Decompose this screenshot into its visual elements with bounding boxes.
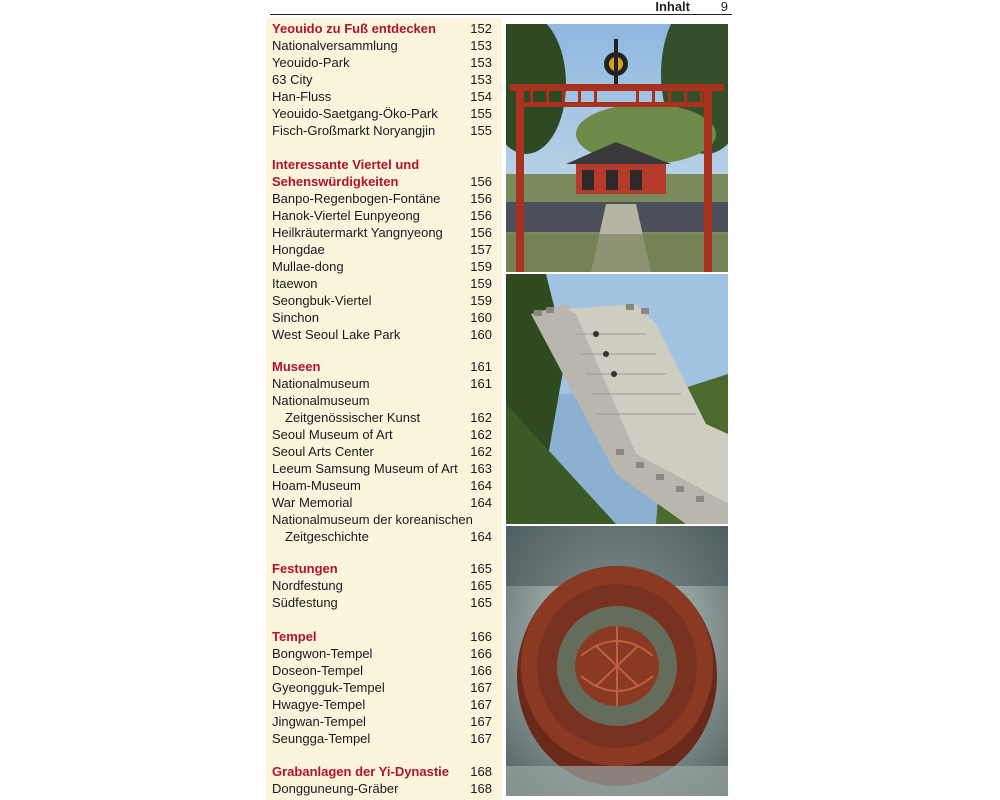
toc-section-heading-label: Sehenswürdigkeiten xyxy=(272,174,399,189)
toc-entry xyxy=(272,409,498,426)
toc-section-heading-page: 168 xyxy=(470,764,492,779)
toc-entry-label: Nationalmuseum xyxy=(272,393,370,408)
toc-entry-label: Seongbuk-Viertel xyxy=(272,293,372,308)
toc-entry-label: Yeouido-Saetgang-Öko-Park xyxy=(272,106,438,121)
toc-entry-page: 167 xyxy=(470,680,492,695)
toc-entry xyxy=(272,54,498,71)
toc-entry-label: War Memorial xyxy=(272,495,353,510)
toc-entry xyxy=(272,730,498,747)
toc-entry-page: 153 xyxy=(470,72,492,87)
toc-section xyxy=(272,628,498,747)
toc-section-heading-label: Tempel xyxy=(272,629,317,644)
toc-entry-label: Hongdae xyxy=(272,242,325,257)
royal-tomb-shrine-gate-photo xyxy=(506,24,728,272)
toc-entry xyxy=(272,696,498,713)
toc-entry-page: 162 xyxy=(470,410,492,425)
toc-entry xyxy=(272,275,498,292)
toc-entry xyxy=(272,443,498,460)
toc-entry xyxy=(272,326,498,343)
toc-entry-page: 164 xyxy=(470,529,492,544)
toc-entry xyxy=(272,494,498,511)
toc-entry xyxy=(272,662,498,679)
toc-entry-page: 166 xyxy=(470,646,492,661)
toc-entry-label: Hanok-Viertel Eunpyeong xyxy=(272,208,420,223)
toc-entry-label: Heilkräutermarkt Yangnyeong xyxy=(272,225,443,240)
toc-section xyxy=(272,20,498,139)
toc-section-heading xyxy=(272,560,498,577)
toc-entry-page: 155 xyxy=(470,123,492,138)
toc-section xyxy=(272,560,498,611)
toc-entry xyxy=(272,207,498,224)
toc-entry xyxy=(272,88,498,105)
toc-entry-label: Itaewon xyxy=(272,276,318,291)
toc-section-heading xyxy=(272,763,498,780)
toc-entry xyxy=(272,780,498,797)
toc-section xyxy=(272,156,498,343)
toc-entry-page: 167 xyxy=(470,714,492,729)
toc-entry-page: 160 xyxy=(470,310,492,325)
toc-entry-label: Hwagye-Tempel xyxy=(272,697,366,712)
toc-entry-page: 159 xyxy=(470,276,492,291)
toc-entry-page: 161 xyxy=(470,376,492,391)
toc-entry-label: 63 City xyxy=(272,72,313,87)
toc-entry xyxy=(272,511,498,528)
toc-entry-label: Fisch-Großmarkt Noryangjin xyxy=(272,123,436,138)
toc-entry xyxy=(272,528,498,545)
toc-section-heading-page: 165 xyxy=(470,561,492,576)
toc-entry xyxy=(272,37,498,54)
toc-entry-page: 163 xyxy=(470,461,492,476)
toc-entry-page: 153 xyxy=(470,55,492,70)
toc-entry-label: Seoul Museum of Art xyxy=(272,427,393,442)
toc-entry-label: Mullae-dong xyxy=(272,259,344,274)
toc-section-heading-label: Festungen xyxy=(272,561,338,576)
toc-entry-page: 159 xyxy=(470,293,492,308)
toc-entry-page: 156 xyxy=(470,191,492,206)
toc-entry xyxy=(272,577,498,594)
toc-entry-label: Banpo-Regenbogen-Fontäne xyxy=(272,191,441,206)
toc-entry-page: 165 xyxy=(470,578,492,593)
toc-entry-label: Nationalmuseum xyxy=(272,376,370,391)
toc-entry-label: Hoam-Museum xyxy=(272,478,361,493)
toc-section-heading-page: 166 xyxy=(470,629,492,644)
toc-section-heading xyxy=(272,358,498,375)
toc-section-heading xyxy=(272,628,498,645)
toc-entry-page: 159 xyxy=(470,259,492,274)
toc-entry xyxy=(272,679,498,696)
toc-entry-label: Südfestung xyxy=(272,595,338,610)
toc-section xyxy=(272,763,498,797)
toc-section-heading-page: 156 xyxy=(470,174,492,189)
toc-entry-page: 157 xyxy=(470,242,492,257)
toc-entry-label: Bongwon-Tempel xyxy=(272,646,373,661)
carved-lacquer-box-photo xyxy=(506,526,728,796)
toc-entry-label: Zeitgenössischer Kunst xyxy=(285,410,421,425)
fortress-wall-photo xyxy=(506,274,728,524)
toc-entry-page: 167 xyxy=(470,731,492,746)
toc-entry-page: 156 xyxy=(470,208,492,223)
toc-section-heading-label: Interessante Viertel und xyxy=(272,157,420,172)
page-number: 9 xyxy=(720,0,728,14)
toc-entry-label: Leeum Samsung Museum of Art xyxy=(272,461,458,476)
toc-section-heading xyxy=(272,173,498,190)
toc-entry-page: 165 xyxy=(470,595,492,610)
toc-entry-page: 162 xyxy=(470,427,492,442)
toc-section xyxy=(272,358,498,545)
toc-entry-page: 167 xyxy=(470,697,492,712)
toc-entry xyxy=(272,460,498,477)
toc-section-heading xyxy=(272,156,498,173)
toc-section-heading-label: Grabanlagen der Yi-Dynastie xyxy=(272,764,450,779)
toc-entry-label: Jingwan-Tempel xyxy=(272,714,366,729)
toc-entry-label: Han-Fluss xyxy=(272,89,332,104)
running-header-title: Inhalt xyxy=(655,0,690,14)
toc-entry-page: 168 xyxy=(470,781,492,796)
toc-entry-page: 164 xyxy=(470,478,492,493)
toc-entry xyxy=(272,224,498,241)
toc-entry xyxy=(272,258,498,275)
toc-entry-page: 160 xyxy=(470,327,492,342)
toc-entry xyxy=(272,241,498,258)
toc-entry xyxy=(272,713,498,730)
table-of-contents xyxy=(266,18,502,800)
toc-entry-label: Zeitgeschichte xyxy=(285,529,369,544)
toc-entry-page: 153 xyxy=(470,38,492,53)
toc-entry-page: 154 xyxy=(470,89,492,104)
toc-entry-label: Nationalmuseum der koreanischen xyxy=(272,512,473,527)
toc-entry xyxy=(272,105,498,122)
toc-entry-label: Seungga-Tempel xyxy=(272,731,371,746)
toc-entry xyxy=(272,309,498,326)
toc-entry xyxy=(272,71,498,88)
toc-entry-label: Doseon-Tempel xyxy=(272,663,364,678)
toc-entry xyxy=(272,426,498,443)
running-header xyxy=(270,0,732,15)
toc-section-heading-label: Yeouido zu Fuß entdecken xyxy=(272,21,436,36)
toc-entry-page: 166 xyxy=(470,663,492,678)
toc-section-heading-page: 152 xyxy=(470,21,492,36)
toc-entry-page: 155 xyxy=(470,106,492,121)
toc-entry xyxy=(272,392,498,409)
toc-entry xyxy=(272,190,498,207)
toc-section-heading-label: Museen xyxy=(272,359,321,374)
toc-entry-page: 162 xyxy=(470,444,492,459)
toc-entry xyxy=(272,122,498,139)
toc-entry-label: West Seoul Lake Park xyxy=(272,327,401,342)
toc-entry xyxy=(272,375,498,392)
toc-entry-label: Dongguneung-Gräber xyxy=(272,781,399,796)
toc-entry-label: Seoul Arts Center xyxy=(272,444,374,459)
toc-entry xyxy=(272,594,498,611)
toc-section-heading xyxy=(272,20,498,37)
toc-entry-label: Sinchon xyxy=(272,310,319,325)
toc-entry xyxy=(272,292,498,309)
toc-entry-label: Nordfestung xyxy=(272,578,343,593)
toc-entry-label: Gyeongguk-Tempel xyxy=(272,680,385,695)
toc-entry-label: Yeouido-Park xyxy=(272,55,350,70)
toc-entry xyxy=(272,645,498,662)
toc-entry-page: 164 xyxy=(470,495,492,510)
toc-entry xyxy=(272,477,498,494)
toc-entry-label: Nationalversammlung xyxy=(272,38,398,53)
toc-section-heading-page: 161 xyxy=(470,359,492,374)
toc-entry-page: 156 xyxy=(470,225,492,240)
